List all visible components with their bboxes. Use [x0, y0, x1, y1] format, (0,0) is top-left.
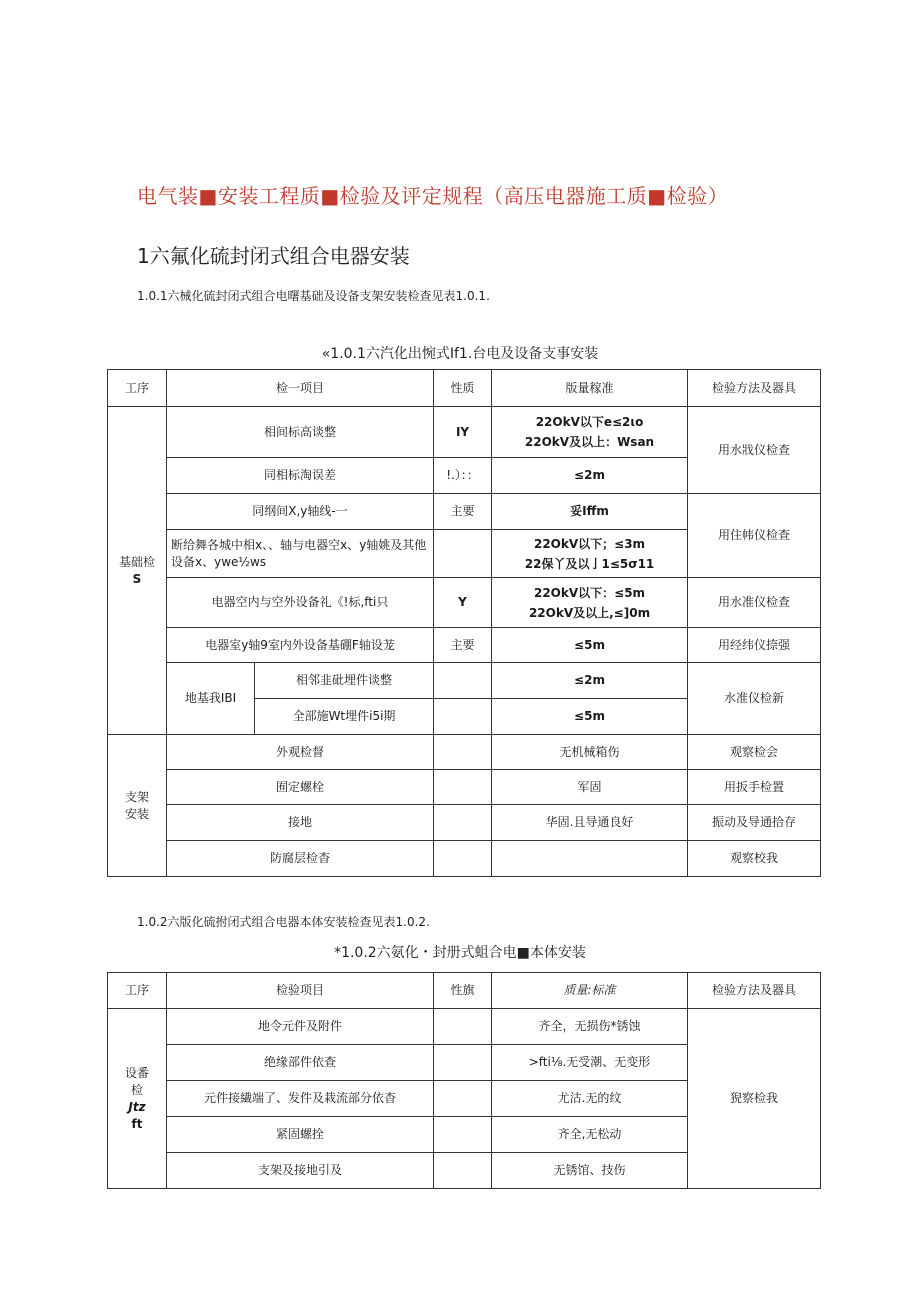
- item-cell: 电器空内与空外设备礼《!标,fti只: [167, 578, 434, 628]
- nature-cell: [434, 663, 492, 699]
- group-label-line: 基础检: [118, 554, 155, 569]
- group-label-line: ft: [131, 1116, 143, 1131]
- item-cell: 同相标淘误差: [167, 458, 434, 494]
- header-cell: 工序: [108, 973, 167, 1009]
- group-label-support: [108, 735, 167, 877]
- table1-caption: «1.0.1六汽化出惋式If1.台电及设备支事安装: [321, 346, 599, 362]
- standard-cell: ≤5m: [492, 628, 688, 663]
- method-cell: 用水准仪检查: [688, 578, 821, 628]
- item-cell: 同纲间X,y轴线-一: [167, 494, 434, 530]
- group-label-line: 设番: [124, 1065, 149, 1080]
- standard-cell: 齐全,无松动: [492, 1117, 688, 1153]
- header-cell: 质量:标准: [492, 973, 688, 1009]
- standard-line: 22保丫及以亅1≤5σ11: [524, 556, 655, 571]
- standard-cell: [492, 530, 688, 578]
- item-cell: 全部施Wt埋件i5i期: [255, 699, 434, 735]
- table-row: [108, 494, 821, 530]
- standard-line: 22OkV以下e≤2ιo: [535, 415, 644, 429]
- standard-line: 22OkV以下：≤5m: [533, 585, 646, 600]
- document-title: 电气装■安装工程质■检验及评定规程（高压电器施工质■检验）: [137, 184, 729, 208]
- method-cell: 用住帏仪检查: [688, 494, 821, 578]
- group-label-line: S: [132, 571, 142, 586]
- standard-cell: ≤5m: [492, 699, 688, 735]
- table-row: [108, 1009, 821, 1045]
- method-cell: 用水戕仪检查: [688, 407, 821, 494]
- standard-cell: [492, 841, 688, 877]
- standard-cell: 妥Iffm: [492, 494, 688, 530]
- nature-cell: IY: [434, 407, 492, 458]
- intro-paragraph-1: 1.0.1六械化硫封闭式组合电曙基础及设备支架安装检查见表1.0.1.: [137, 289, 490, 303]
- table1: [107, 369, 821, 877]
- table-row: [108, 841, 821, 877]
- standard-cell: [492, 578, 688, 628]
- nature-cell: Y: [434, 578, 492, 628]
- method-cell: 猊察检我: [688, 1009, 821, 1189]
- item-cell: 外观检督: [167, 735, 434, 770]
- item-cell: 绝缘部件依查: [167, 1045, 434, 1081]
- nature-cell: [434, 1009, 492, 1045]
- item-cell: 地令元件及附件: [167, 1009, 434, 1045]
- nature-cell: [434, 530, 492, 578]
- standard-cell: ≤2m: [492, 663, 688, 699]
- group-label-line: 支架: [124, 789, 149, 804]
- standard-line: 22OkV及以上：Wsan: [524, 435, 655, 449]
- item-cell: 元件接繊端了、发件及栽流部分依杳: [167, 1081, 434, 1117]
- group-label-line: Jtz: [128, 1099, 146, 1114]
- nature-cell: 主要: [434, 628, 492, 663]
- table-row: [108, 770, 821, 805]
- nature-cell: !.）：：: [434, 458, 492, 494]
- group-label-line: 安装: [124, 806, 149, 821]
- table-row: [108, 578, 821, 628]
- table2: [107, 972, 821, 1189]
- group-label-equipment: [108, 1009, 167, 1189]
- method-cell: 观察校我: [688, 841, 821, 877]
- item-cell: 电器室y轴9室内外设备基硼F轴设茏: [167, 628, 434, 663]
- standard-cell: 无锈馆、技伤: [492, 1153, 688, 1189]
- table-row: [108, 407, 821, 458]
- group-label-foundation: [108, 407, 167, 735]
- method-cell: 水准仪检新: [688, 663, 821, 735]
- header-cell: 工序: [108, 370, 167, 407]
- standard-line: 22OkV及以上,≤]0m: [528, 605, 651, 620]
- header-cell: 检验项目: [167, 973, 434, 1009]
- nature-cell: [434, 699, 492, 735]
- table1-header-row: [108, 370, 821, 407]
- sub-group-label: 地基我IBI: [167, 663, 255, 735]
- header-cell: 检一项目: [167, 370, 434, 407]
- item-cell: 相间标高谈整: [167, 407, 434, 458]
- nature-cell: [434, 735, 492, 770]
- standard-line: 22OkV以下；≤3m: [533, 536, 646, 551]
- group-label-line: 检: [130, 1082, 143, 1097]
- item-cell: 紧固螺拴: [167, 1117, 434, 1153]
- nature-cell: [434, 841, 492, 877]
- nature-cell: [434, 1153, 492, 1189]
- item-cell: 防腐层检杳: [167, 841, 434, 877]
- standard-cell: 尤沽.无的纹: [492, 1081, 688, 1117]
- method-cell: 用经纬仪捺强: [688, 628, 821, 663]
- item-cell: 相邻韭砒埋件谈整: [255, 663, 434, 699]
- table-row: [108, 805, 821, 841]
- item-cell: 支架及接地引及: [167, 1153, 434, 1189]
- header-cell: 检验方法及器具: [688, 370, 821, 407]
- item-cell: 断给舞各城中相x、、轴与电器空x、y轴姚及其他设备x、ywe½ws: [167, 530, 434, 578]
- nature-cell: [434, 805, 492, 841]
- method-cell: 用扳手检置: [688, 770, 821, 805]
- table-row: [108, 628, 821, 663]
- standard-cell: 无机械箱伤: [492, 735, 688, 770]
- nature-cell: [434, 1081, 492, 1117]
- standard-cell: 齐全，无损伤*锈蚀: [492, 1009, 688, 1045]
- header-cell: 检验方法及器具: [688, 973, 821, 1009]
- nature-cell: [434, 1117, 492, 1153]
- nature-cell: [434, 770, 492, 805]
- header-cell: 性质: [434, 370, 492, 407]
- table-row: [108, 735, 821, 770]
- method-cell: 观察检会: [688, 735, 821, 770]
- header-cell: 性旗: [434, 973, 492, 1009]
- standard-cell: 华固.且导通良好: [492, 805, 688, 841]
- standard-cell: >fti⅛.无受潮、无变形: [492, 1045, 688, 1081]
- item-cell: 囿定螺栓: [167, 770, 434, 805]
- nature-cell: [434, 1045, 492, 1081]
- item-cell: 接地: [167, 805, 434, 841]
- table2-caption: *1.0.2六氨化・封册式蛆合电■本体安装: [334, 945, 586, 961]
- nature-cell: 主要: [434, 494, 492, 530]
- method-cell: 振动及导通拾存: [688, 805, 821, 841]
- standard-cell: [492, 407, 688, 458]
- intro-paragraph-2: 1.0.2六版化硫拊闭式组合电器本体安装检查见表1.0.2.: [137, 915, 430, 929]
- table2-header-row: [108, 973, 821, 1009]
- standard-cell: ≤2m: [492, 458, 688, 494]
- section-title: 1六氟化硫封闭式组合电器安装: [137, 244, 410, 268]
- header-cell: 版量稼准: [492, 370, 688, 407]
- standard-cell: 军固: [492, 770, 688, 805]
- table-row: [108, 663, 821, 699]
